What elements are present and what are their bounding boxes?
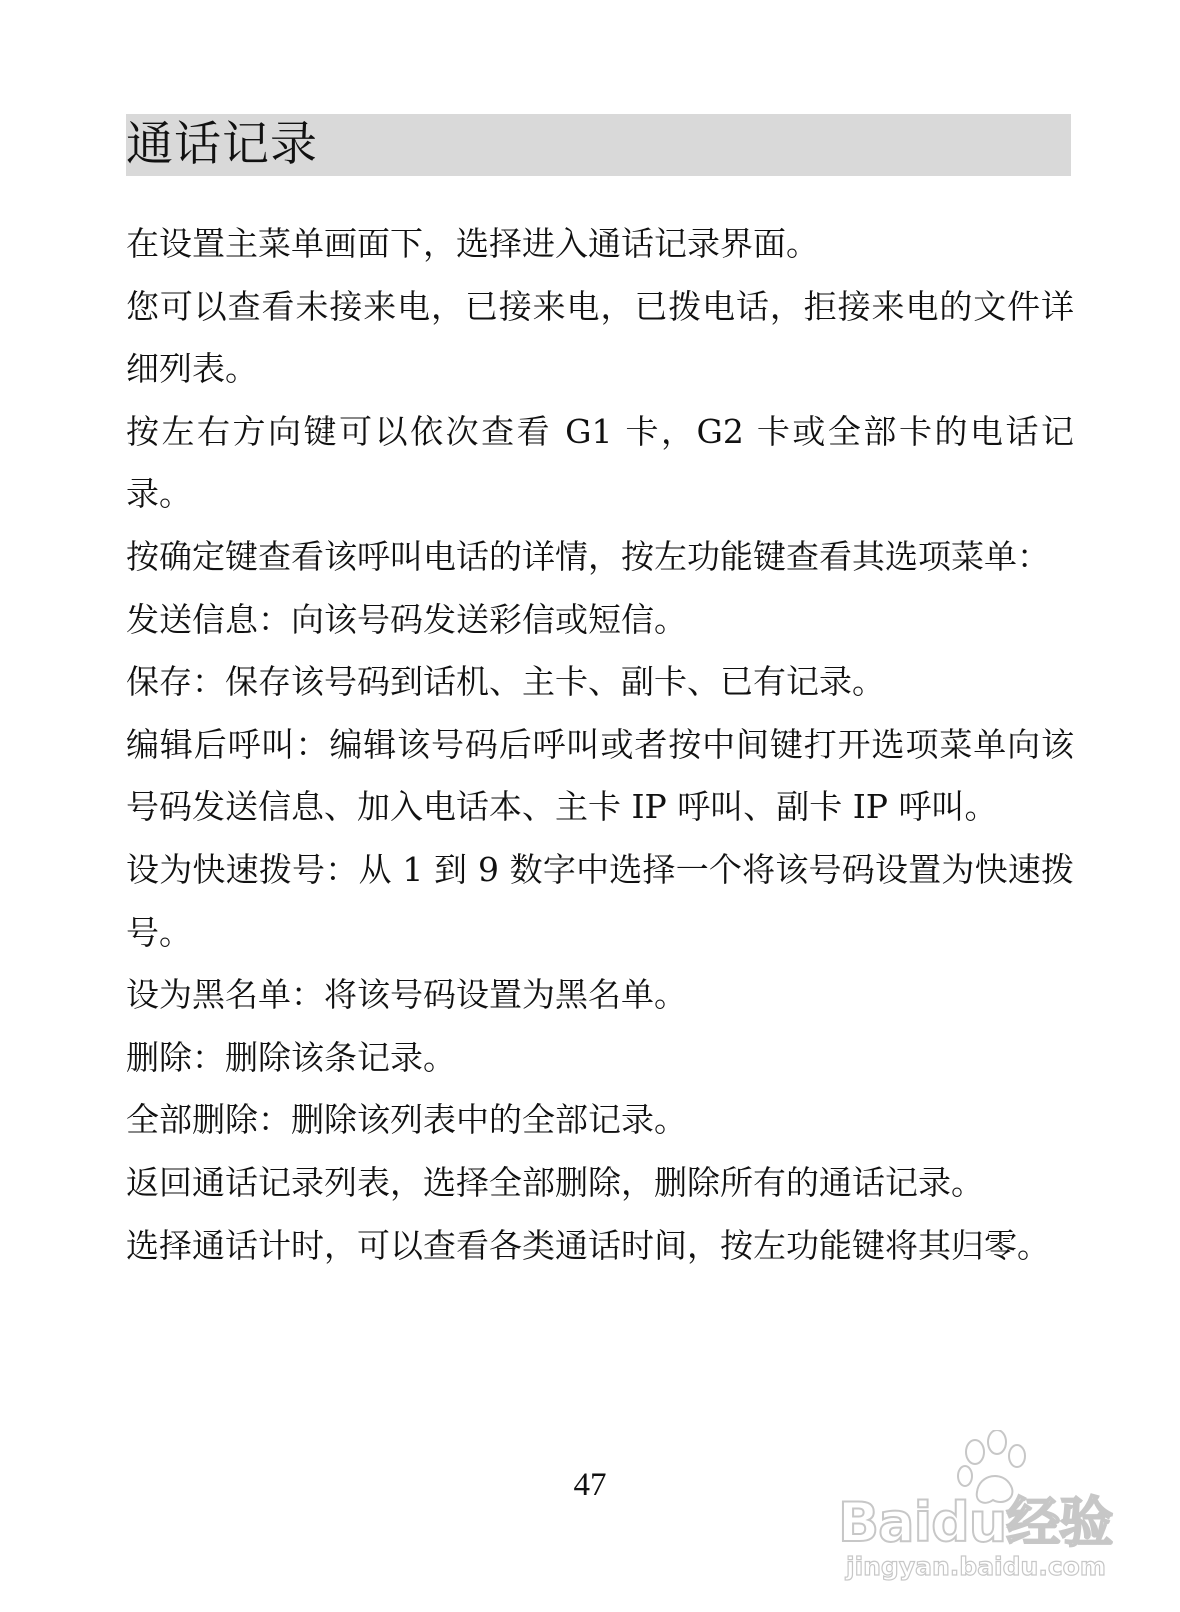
paragraph: 选择通话计时，可以查看各类通话时间，按左功能键将其归零。 <box>126 1225 1050 1265</box>
paragraph: 设为黑名单：将该号码设置为黑名单。 <box>126 975 687 1015</box>
baidu-jingyan-watermark <box>838 1430 1128 1590</box>
paragraph: 设为快速拨号：从 1 到 9 数字中选择一个将该号码设置为快速拨号。 <box>126 849 1074 952</box>
paragraph: 全部删除：删除该列表中的全部记录。 <box>126 1100 687 1140</box>
paragraph: 按左右方向键可以依次查看 G1 卡，G2 卡或全部卡的电话记录。 <box>126 411 1074 514</box>
section-title-bar <box>126 114 1071 176</box>
paragraph: 按确定键查看该呼叫电话的详情，按左功能键查看其选项菜单： <box>126 536 1050 576</box>
paragraph: 返回通话记录列表，选择全部删除，删除所有的通话记录。 <box>126 1162 984 1202</box>
page-number: 47 <box>573 1467 607 1503</box>
body-text <box>126 213 1074 1277</box>
paragraph: 保存：保存该号码到话机、主卡、副卡、已有记录。 <box>126 662 885 702</box>
watermark-brand: Baidu经验 <box>838 1491 1113 1554</box>
watermark-url: jingyan.baidu.com <box>846 1552 1106 1581</box>
paragraph: 在设置主菜单画面下，选择进入通话记录界面。 <box>126 224 819 263</box>
paragraph: 编辑后呼叫：编辑该号码后呼叫或者按中间键打开选项菜单向该号码发送信息、加入电话本、主卡 IP 呼叫、副卡 IP 呼叫。 <box>126 724 1074 827</box>
paragraph: 删除：删除该条记录。 <box>126 1037 456 1077</box>
section-title: 通话记录 <box>126 117 318 172</box>
paragraph: 您可以查看未接来电，已接来电，已拨电话，拒接来电的文件详细列表。 <box>126 286 1074 389</box>
paragraph: 发送信息：向该号码发送彩信或短信。 <box>126 599 687 639</box>
